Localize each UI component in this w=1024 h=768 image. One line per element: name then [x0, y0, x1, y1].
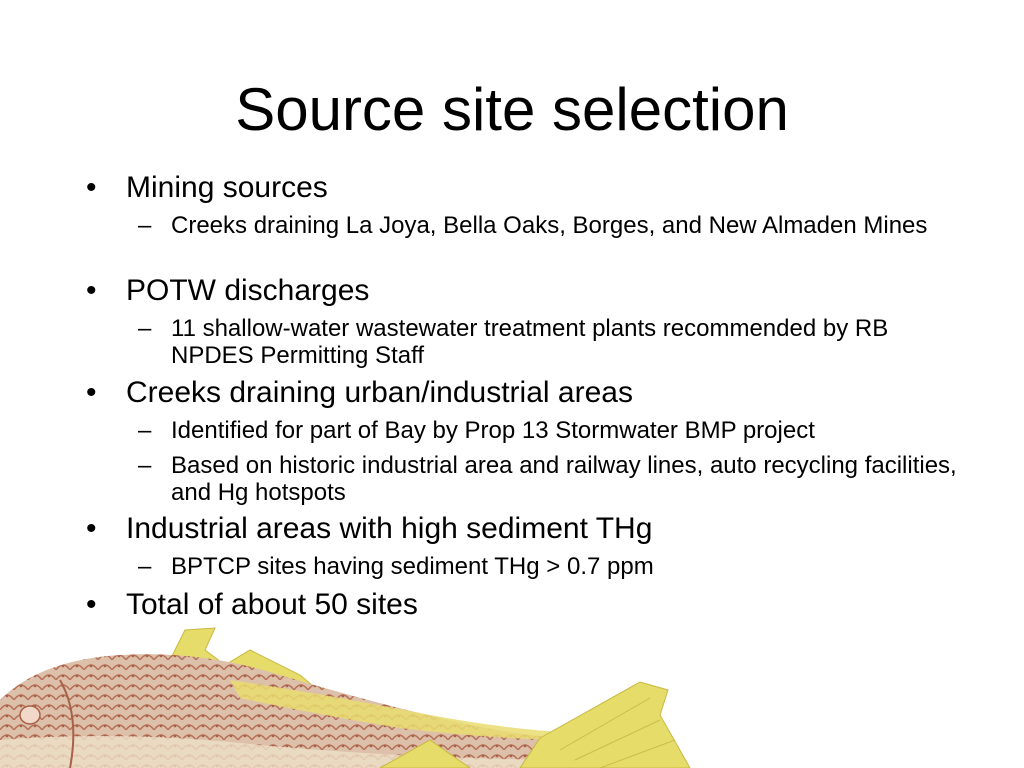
sub-bullet-text: 11 shallow-water wastewater treatment plants recommended by RB NPDES Permitting Staff [171, 315, 889, 369]
sub-bullet-marker: – [138, 315, 152, 342]
bullet-marker: • [86, 588, 97, 621]
bullet-item [86, 376, 633, 410]
bullet-item [86, 512, 653, 546]
tail-fin-shape [520, 682, 690, 768]
bullet-marker: • [86, 512, 97, 545]
sub-bullet-text: Creeks draining La Joya, Bella Oaks, Borges, and New Almaden Mines [171, 212, 928, 239]
sub-bullet-item [138, 315, 971, 369]
fish-illustration [0, 620, 700, 768]
sub-bullet-marker: – [138, 553, 152, 580]
sub-bullet-text: Identified for part of Bay by Prop 13 Stormwater BMP project [171, 417, 815, 444]
sub-bullet-item [138, 212, 971, 239]
bullet-text: Industrial areas with high sediment THg [126, 512, 653, 545]
bullet-marker: • [86, 171, 97, 204]
sub-bullet-marker: – [138, 452, 152, 479]
bullet-marker: • [86, 376, 97, 409]
sub-bullet-marker: – [138, 417, 152, 444]
sub-bullet-item [138, 553, 971, 580]
sub-bullet-text: BPTCP sites having sediment THg > 0.7 ppm [171, 553, 654, 580]
bullet-text: Total of about 50 sites [126, 588, 418, 621]
sub-bullet-text: Based on historic industrial area and railway lines, auto recycling facilities, and Hg hotspots [171, 452, 957, 506]
sub-bullet-item [138, 452, 971, 506]
sub-bullet-marker: – [138, 212, 152, 239]
bullet-marker: • [86, 274, 97, 307]
slide-title: Source site selection [235, 76, 789, 143]
bullet-text: POTW discharges [126, 274, 370, 307]
bullet-item [86, 588, 418, 622]
bullet-item [86, 274, 370, 308]
sub-bullet-item [138, 417, 971, 444]
bullet-item [86, 171, 328, 205]
bullet-text: Creeks draining urban/industrial areas [126, 376, 633, 409]
bullet-text: Mining sources [126, 171, 328, 204]
